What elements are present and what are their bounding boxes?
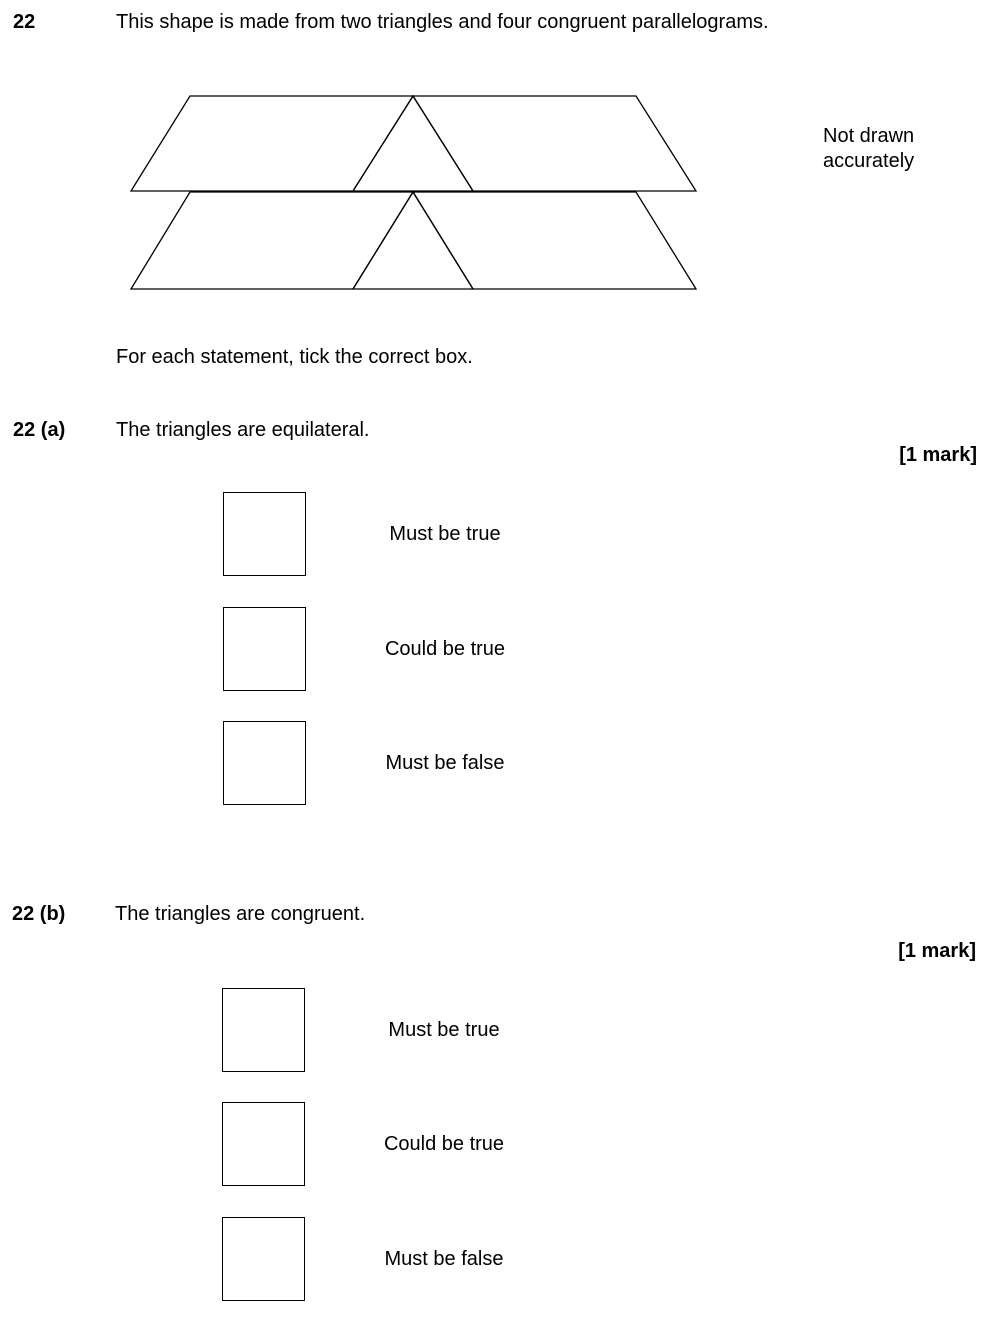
part-b-option-label: Must be true xyxy=(388,1019,500,1041)
triangle-top xyxy=(353,96,473,191)
part-b-could-be-true-checkbox[interactable] xyxy=(222,1102,305,1186)
not-drawn-line1: Not drawn xyxy=(823,125,915,147)
triangle-bottom xyxy=(353,192,473,289)
parallelogram-bottom-left xyxy=(131,192,413,289)
part-a-must-be-false-checkbox[interactable] xyxy=(223,721,306,805)
part-a-option-label: Must be false xyxy=(385,752,505,774)
part-b-marks: [1 mark] xyxy=(898,940,976,962)
part-a-number: 22 (a) xyxy=(13,419,66,441)
part-b-option-label: Could be true xyxy=(383,1133,505,1155)
question-stem: This shape is made from two triangles and four congruent parallelograms. xyxy=(116,11,769,33)
parallelogram-top-right xyxy=(413,96,696,191)
part-a-option-label: Must be true xyxy=(389,523,501,545)
part-b-option-label: Must be false xyxy=(384,1248,504,1270)
part-b-must-be-false-checkbox[interactable] xyxy=(222,1217,305,1301)
part-a-statement: The triangles are equilateral. xyxy=(116,419,370,441)
question-number: 22 xyxy=(13,11,36,33)
part-b-number: 22 (b) xyxy=(12,903,66,925)
parallelogram-top-left xyxy=(131,96,413,191)
part-b-statement: The triangles are congruent. xyxy=(115,903,366,925)
instruction-text: For each statement, tick the correct box. xyxy=(116,346,473,368)
parallelogram-bottom-right xyxy=(413,192,696,289)
part-a-marks: [1 mark] xyxy=(899,444,977,466)
part-a-must-be-true-checkbox[interactable] xyxy=(223,492,306,576)
part-a-could-be-true-checkbox[interactable] xyxy=(223,607,306,691)
part-a-option-label: Could be true xyxy=(384,638,506,660)
not-drawn-note xyxy=(823,124,914,174)
part-b-must-be-true-checkbox[interactable] xyxy=(222,988,305,1072)
not-drawn-line2: accurately xyxy=(823,150,915,172)
